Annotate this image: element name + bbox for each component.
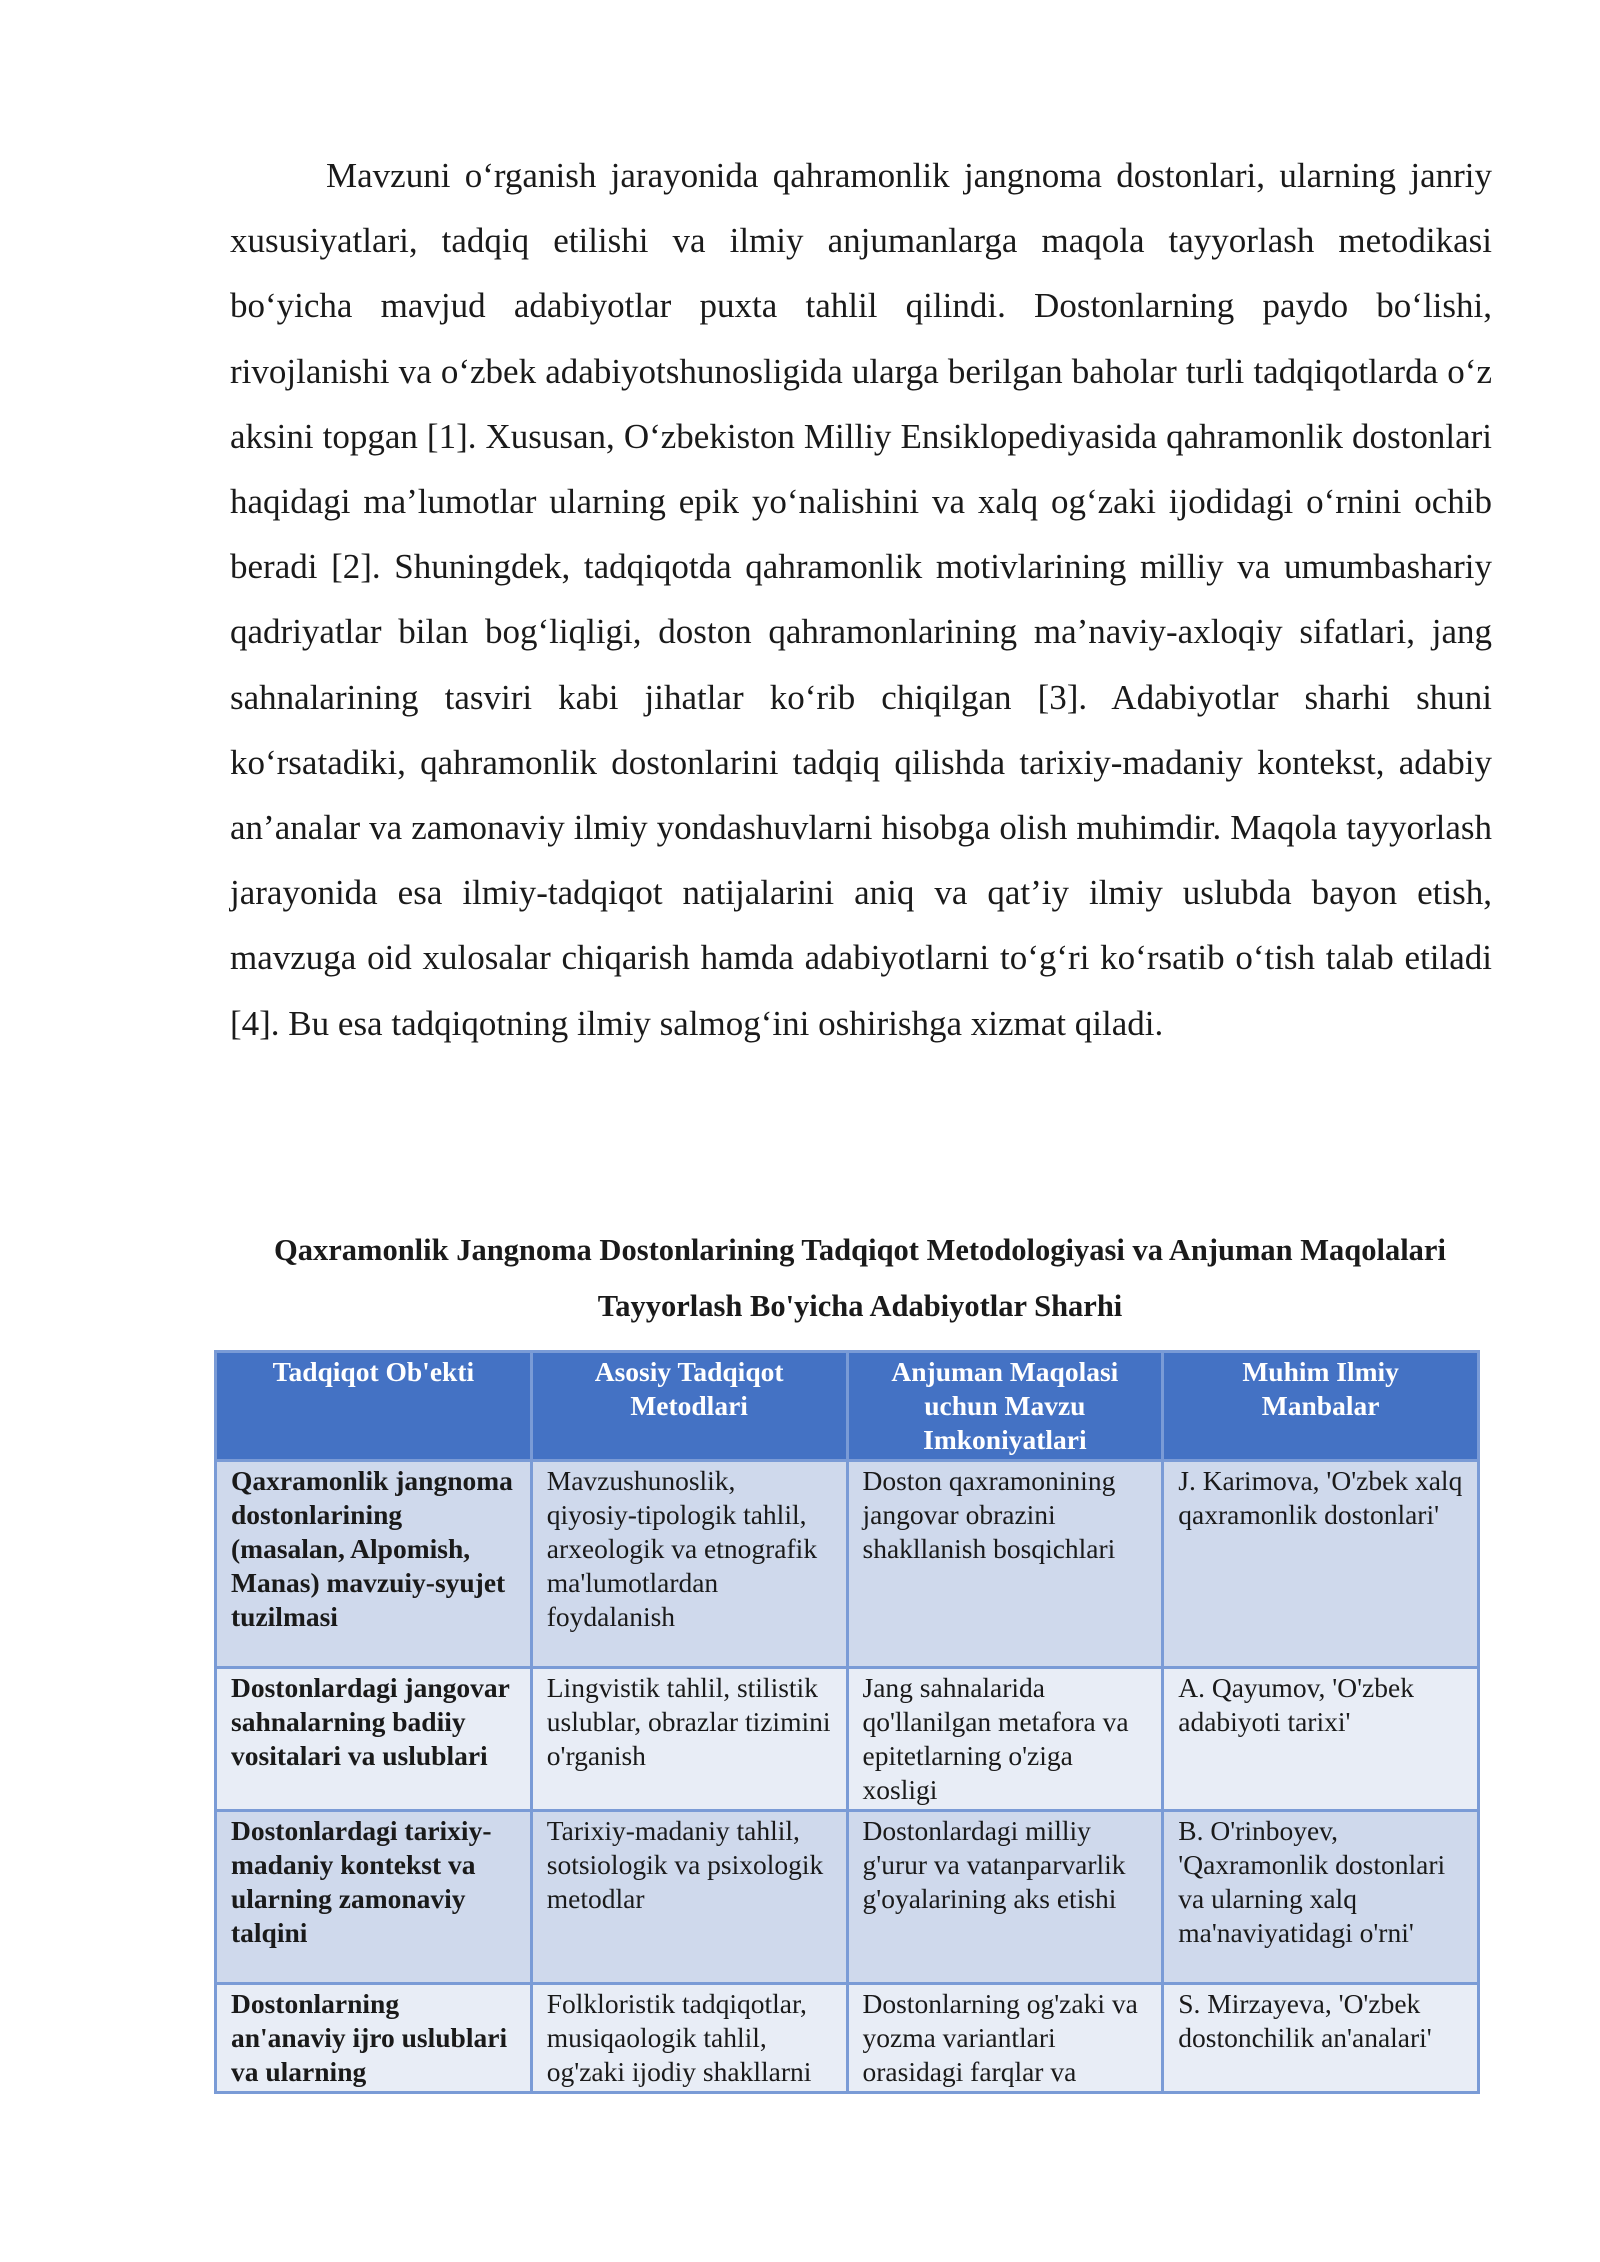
body-paragraph-block	[230, 143, 1492, 1056]
table-cell: A. Qayumov, 'O'zbek adabiyoti tarixi'	[1163, 1668, 1479, 1811]
table-cell: Folkloristik tadqiqotlar, musiqaologik tahlil, og'zaki ijodiy shakllarni	[531, 1984, 847, 2093]
header-cell-sources: Muhim Ilmiy Manbalar	[1163, 1352, 1479, 1461]
table-caption: Qaxramonlik Jangnoma Dostonlarining Tadqiqot Metodologiyasi va Anjuman Maqolalari Tayyorlash Bo'yicha Adabiyotlar Sharhi	[274, 1233, 1446, 1323]
table-cell: Lingvistik tahlil, stilistik uslublar, obrazlar tizimini o'rganish	[531, 1668, 847, 1811]
table-cell: Dostonlarning og'zaki va yozma variantlari orasidagi farqlar va	[847, 1984, 1163, 2093]
table-cell: Mavzushunoslik, qiyosiy-tipologik tahlil, arxeologik va etnografik ma'lumotlardan foydalanish	[531, 1461, 847, 1668]
header-cell-research-object: Tadqiqot Ob'ekti	[216, 1352, 532, 1461]
table-cell: Dostonlardagi milliy g'urur va vatanparvarlik g'oyalarining aks etishi	[847, 1811, 1163, 1984]
table-cell: Jang sahnalarida qo'llanilgan metafora va epitetlarning o'ziga xosligi	[847, 1668, 1163, 1811]
table-header-row	[216, 1352, 1479, 1461]
table-cell: J. Karimova, 'O'zbek xalq qaxramonlik dostonlari'	[1163, 1461, 1479, 1668]
literature-review-table	[214, 1350, 1480, 2094]
table-row	[216, 1811, 1479, 1984]
table-cell: Dostonlardagi tarixiy-madaniy kontekst va ularning zamonaviy talqini	[216, 1811, 532, 1984]
table-cell: Qaxramonlik jangnoma dostonlarining (masalan, Alpomish, Manas) mavzuiy-syujet tuzilmasi	[216, 1461, 532, 1668]
table-row	[216, 1461, 1479, 1668]
table-cell: Dostonlarning an'anaviy ijro uslublari va ularning	[216, 1984, 532, 2093]
header-cell-methods: Asosiy Tadqiqot Metodlari	[531, 1352, 847, 1461]
table-cell: S. Mirzayeva, 'O'zbek dostonchilik an'analari'	[1163, 1984, 1479, 2093]
body-paragraph: Mavzuni o‘rganish jarayonida qahramonlik jangnoma dostonlari, ularning janriy xususiyatlari, tadqiq etilishi va ilmiy anjumanlarga maqola tayyorlash metodikasi bo‘yicha mavjud adabiyotlar puxta tahlil qilindi. Dostonlarning paydo bo‘lishi, rivojlanishi va o‘zbek adabiyotshunosligida ularga berilgan baholar turli tadqiqotlarda o‘z aksini topgan [1]. Xususan, O‘zbekiston Milliy Ensiklopediyasida qahramonlik dostonlari haqidagi ma’lumotlar ularning epik yo‘nalishini va xalq og‘zaki ijodidagi o‘rnini ochib beradi [2]. Shuningdek, tadqiqotda qahramonlik motivlarining milliy va umumbashariy qadriyatlar bilan bog‘liqligi, doston qahramonlarining ma’naviy-axloqiy sifatlari, jang sahnalarining tasviri kabi jihatlar ko‘rib chiqilgan [3]. Adabiyotlar sharhi shuni ko‘rsatadiki, qahramonlik dostonlarini tadqiq qilishda tarixiy-madaniy kontekst, adabiy an’analar va zamonaviy ilmiy yondashuvlarni hisobga olish muhimdir. Maqola tayyorlash jarayonida esa ilmiy-tadqiqot natijalarini aniq va qat’iy ilmiy uslubda bayon etish, mavzuga oid xulosalar chiqarish hamda adabiyotlarni to‘g‘ri ko‘rsatib o‘tish talab etiladi [4]. Bu esa tadqiqotning ilmiy salmog‘ini oshirishga xizmat qiladi.	[230, 156, 1492, 1043]
table-row	[216, 1984, 1479, 2093]
table-row	[216, 1668, 1479, 1811]
table-cell: Dostonlardagi jangovar sahnalarning badiiy vositalari va uslublari	[216, 1668, 532, 1811]
table-cell: Tarixiy-madaniy tahlil, sotsiologik va psixologik metodlar	[531, 1811, 847, 1984]
header-cell-topic-opportunities: Anjuman Maqolasi uchun Mavzu Imkoniyatlari	[847, 1352, 1163, 1461]
table-cell: Doston qaxramonining jangovar obrazini shakllanish bosqichlari	[847, 1461, 1163, 1668]
table-cell: B. O'rinboyev, 'Qaxramonlik dostonlari va ularning xalq ma'naviyatidagi o'rni'	[1163, 1811, 1479, 1984]
